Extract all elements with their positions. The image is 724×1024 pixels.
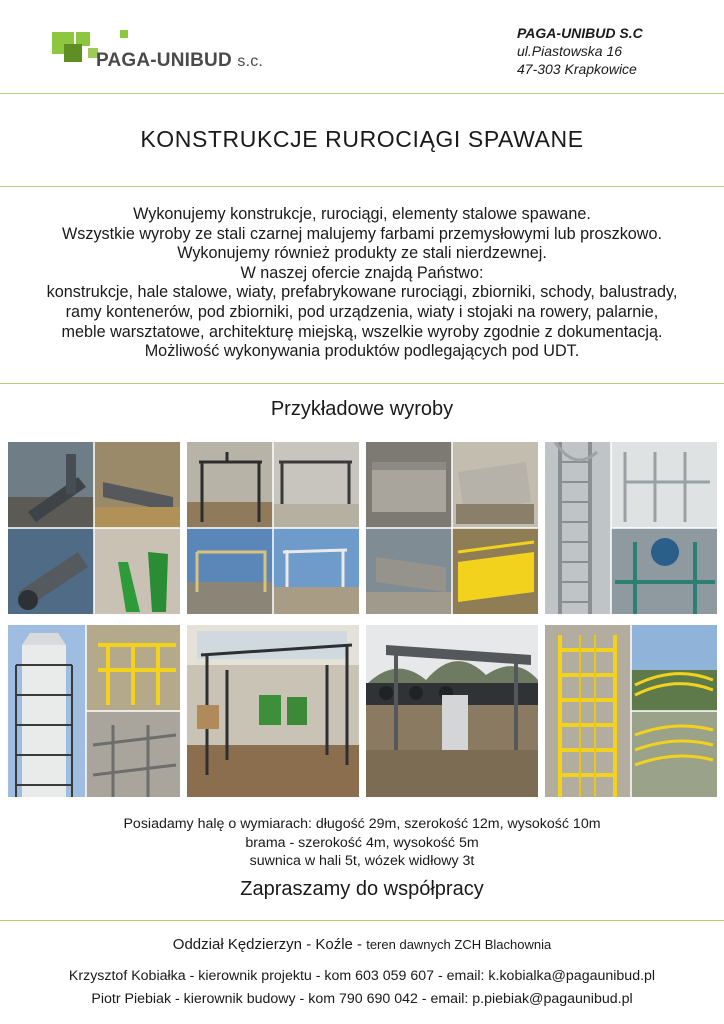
company-logo — [52, 28, 292, 76]
company-name: PAGA-UNIBUD S.C — [517, 25, 643, 41]
intro-line: Wykonujemy konstrukcje, rurociągi, elementy stalowe spawane. — [133, 205, 591, 223]
divider-footer — [0, 920, 724, 921]
intro-text — [0, 205, 724, 362]
intro-line: Wszystkie wyroby ze stali czarnej malujemy farbami przemysłowymi lub proszkowo. — [62, 224, 662, 243]
facility-facts — [0, 815, 724, 871]
fact-line: brama - szerokość 4m, wysokość 5m — [245, 834, 479, 851]
divider-title — [0, 186, 724, 187]
intro-line: Wykonujemy również produkty ze stali nierdzewnej. — [177, 244, 547, 263]
company-street: ul.Piastowska 16 — [517, 43, 623, 59]
fact-line: suwnica w hali 5t, wózek widłowy 3t — [249, 853, 475, 869]
photo-pipes — [8, 442, 180, 614]
divider-intro — [0, 383, 724, 384]
fact-line: Posiadamy halę o wymiarach: długość 29m, szerokość 12m, wysokość 10m — [123, 816, 601, 832]
intro-line: meble warsztatowe, architekturę miejską, wszelkie wyroby zgodnie z dokumentacją. — [61, 322, 663, 341]
photo-ladder — [545, 442, 717, 614]
page-title: KONSTRUKCJE RUROCIĄGI SPAWANE — [140, 126, 584, 152]
logo-wordmark — [96, 50, 263, 72]
photo-tower — [8, 625, 180, 797]
company-city: 47-303 Krapkowice — [517, 61, 637, 77]
logo-square-dark — [64, 44, 82, 62]
contact-line: Krzysztof Kobiałka - kierownik projektu - kom 603 059 607 - email: k.kobialka@pagaunibud.pl — [68, 968, 656, 984]
divider-header — [0, 93, 724, 94]
photo-shelter-frame — [187, 625, 359, 797]
intro-line: Możliwość wykonywania produktów podlegających pod UDT. — [144, 342, 580, 361]
intro-line: ramy kontenerów, pod zbiorniki, pod urządzenia, wiaty i stojaki na rowery, palarnie, — [65, 302, 659, 321]
company-address — [517, 24, 643, 78]
photo-tanks — [366, 442, 538, 614]
photo-yellow-railings — [545, 625, 717, 797]
examples-heading: Przykładowe wyroby — [270, 398, 454, 420]
branch-main: Oddział Kędzierzyn - Koźle - — [172, 936, 363, 953]
branch-location — [0, 936, 724, 953]
photo-frames — [187, 442, 359, 614]
intro-line: konstrukcje, hale stalowe, wiaty, prefabrykowane rurociągi, zbiorniki, schody, balustrady, — [46, 283, 678, 302]
contact-line: Piotr Piebiak - kierownik budowy - kom 790 690 042 - email: p.piebiak@pagaunibud.pl — [91, 991, 633, 1007]
contact-list — [0, 965, 724, 1011]
logo-name: PAGA-UNIBUD — [96, 50, 232, 71]
logo-square-tiny — [120, 30, 128, 38]
intro-line: W naszej ofercie znajdą Państwo: — [240, 263, 484, 282]
invite-heading: Zapraszamy do współpracy — [240, 878, 484, 900]
logo-suffix: s.c. — [237, 53, 264, 70]
photo-bus-shelter — [366, 625, 538, 797]
branch-detail: teren dawnych ZCH Blachownia — [366, 937, 552, 952]
